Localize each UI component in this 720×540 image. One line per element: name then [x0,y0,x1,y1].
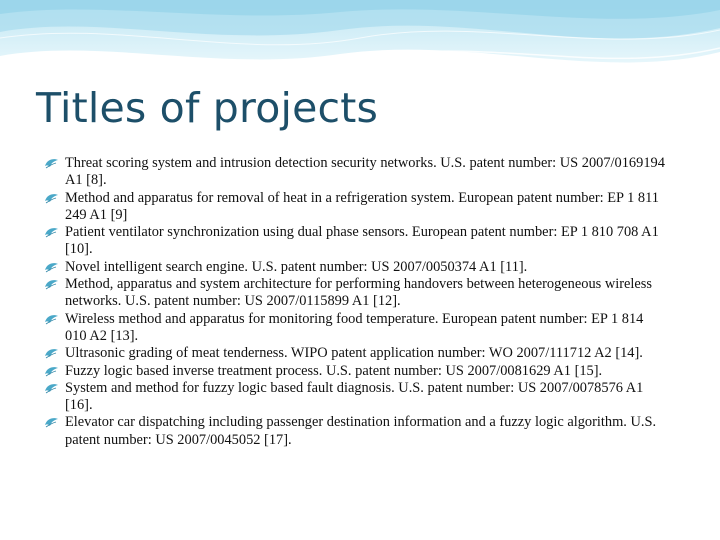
list-item [44,259,668,276]
list-item-text: System and method for fuzzy logic based fault diagnosis. U.S. patent number: US 2007/0078576 A1 [16]. [65,379,644,414]
list-item [44,414,668,449]
list-item-text: Method and apparatus for removal of heat in a refrigeration system. European patent number: EP 1 811 249 A1 [9] [65,189,659,223]
slide-title: Titles of projects [36,84,379,132]
list-item [44,190,668,225]
list-item-text: Fuzzy logic based inverse treatment process. U.S. patent number: US 2007/0081629 A1 [15]. [65,362,603,379]
bullet-list [44,155,668,449]
list-item [44,380,668,415]
list-item-text: Method, apparatus and system architecture for performing handovers between heterogeneous wireless networks. U.S. patent number: US 2007/0115899 A1 [12]. [65,276,653,310]
leaf-swirl-icon [44,383,59,394]
leaf-swirl-icon [44,417,59,428]
leaf-swirl-icon [44,262,59,273]
list-item [44,155,668,190]
list-item-text: Elevator car dispatching including passenger destination information and a fuzzy logic algorithm. U.S. patent number: US 2007/0045052 [17]. [65,414,657,448]
list-item-text: Patient ventilator synchronization using dual phase sensors. European patent number: EP 1 810 708 A1 [10]. [65,224,659,258]
list-item [44,345,668,362]
list-item-text: Threat scoring system and intrusion detection security networks. U.S. patent number: US 2007/0169194 A1 [8]. [65,155,665,189]
list-item [44,311,668,346]
list-item [44,224,668,259]
leaf-swirl-icon [44,279,59,290]
list-item-text: Ultrasonic grading of meat tenderness. WIPO patent application number: WO 2007/111712 A2 [14]. [65,345,643,362]
leaf-swirl-icon [44,314,59,325]
list-item-text: Wireless method and apparatus for monitoring food temperature. European patent number: EP 1 814 010 A2 [13]. [65,310,644,344]
list-item [44,363,668,380]
list-item [44,276,668,311]
leaf-swirl-icon [44,227,59,238]
leaf-swirl-icon [44,193,59,204]
leaf-swirl-icon [44,158,59,169]
list-item-text: Novel intelligent search engine. U.S. patent number: US 2007/0050374 A1 [11]. [65,258,528,275]
leaf-swirl-icon [44,366,59,377]
leaf-swirl-icon [44,348,59,359]
